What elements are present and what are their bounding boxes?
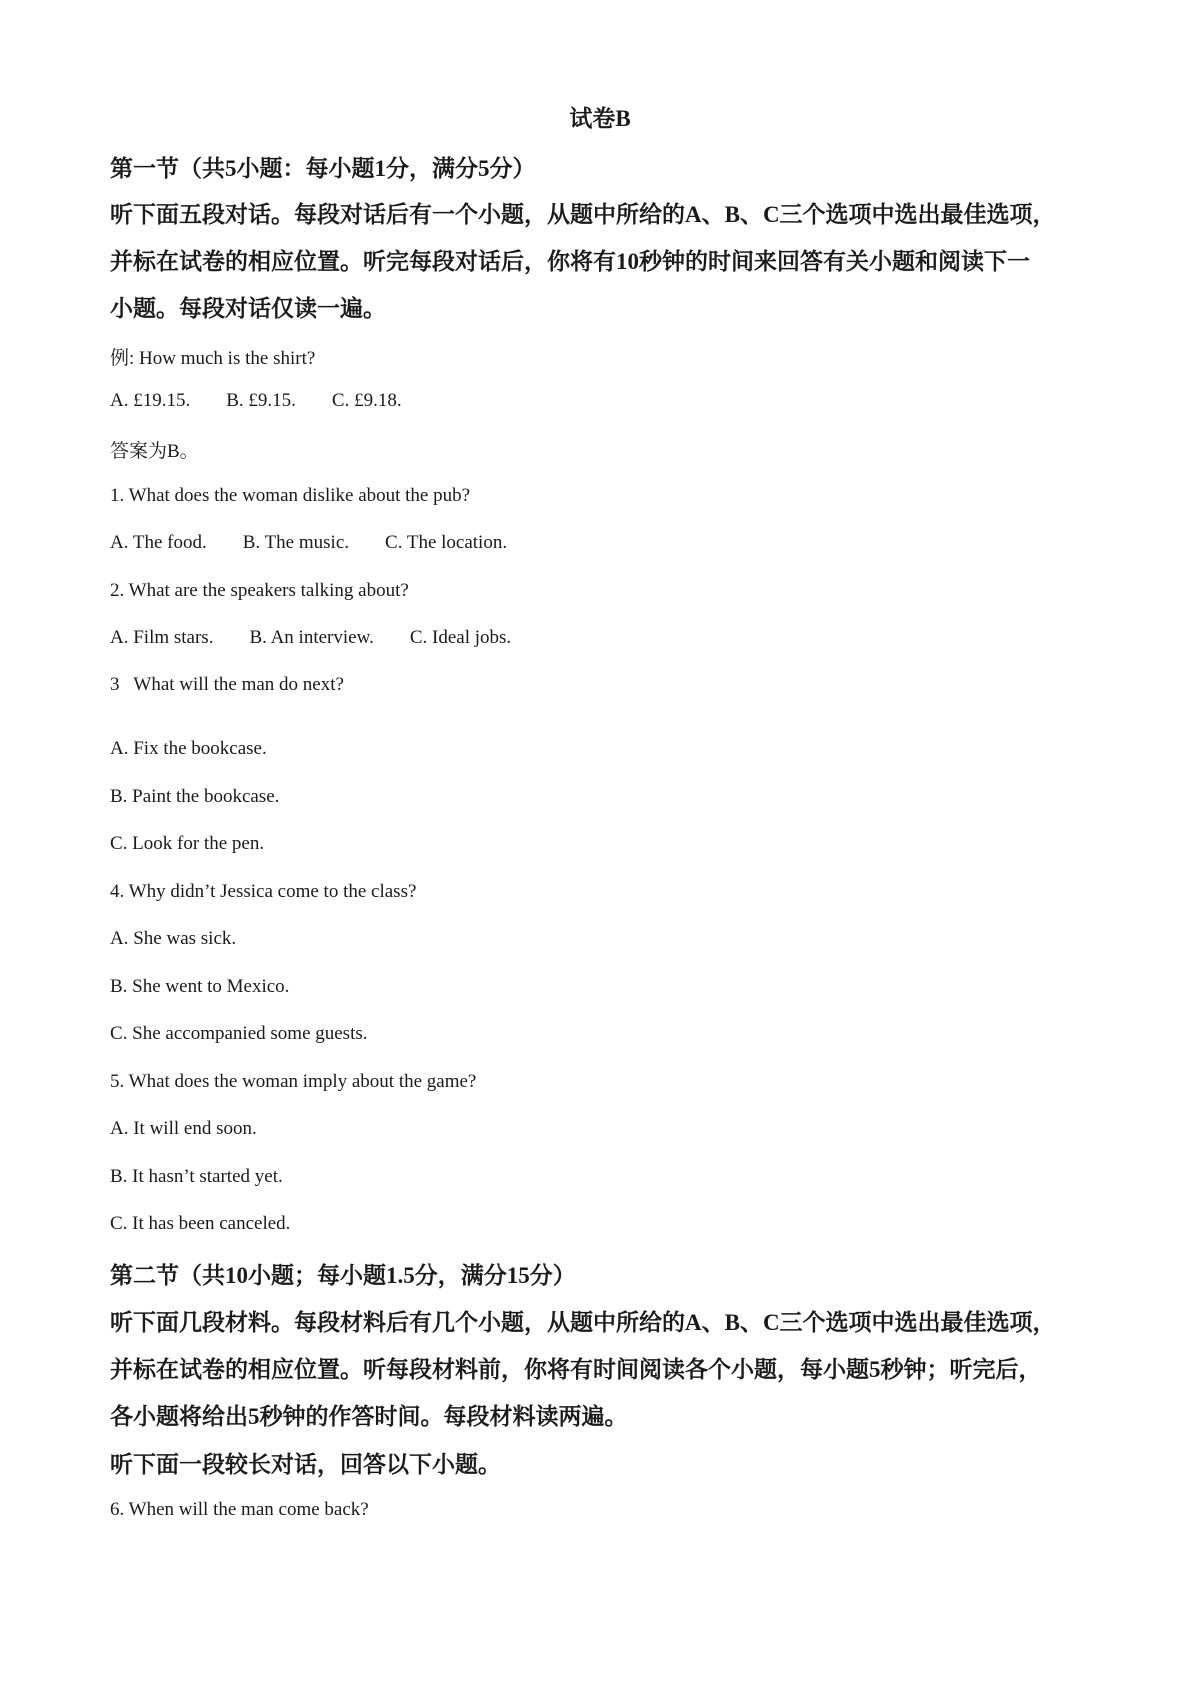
section1-instruction-line: 并标在试卷的相应位置。听完每段对话后，你将有10秒钟的时间来回答有关小题和阅读下一	[110, 249, 1030, 274]
option: C. £9.18.	[331, 390, 402, 411]
section2-sub-instruction: 听下面一段较长对话，回答以下小题。	[110, 1452, 501, 1477]
example-question: 例: How much is the shirt?	[110, 348, 316, 369]
question-4-option-c: C. She accompanied some guests.	[110, 1023, 368, 1044]
section1-instruction-line: 小题。每段对话仅读一遍。	[110, 296, 386, 321]
question-5-option-c: C. It has been canceled.	[110, 1213, 291, 1234]
question-2-options	[110, 627, 547, 649]
section2-instruction-line: 各小题将给出5秒钟的作答时间。每段材料读两遍。	[110, 1404, 628, 1429]
option: B. £9.15.	[226, 390, 296, 411]
question-4-option-a: A. She was sick.	[110, 928, 237, 949]
section2-instruction-line: 并标在试卷的相应位置。听每段材料前，你将有时间阅读各个小题，每小题5秒钟；听完后，	[110, 1357, 1042, 1382]
option: A. £19.15.	[110, 390, 191, 411]
option: A. The food.	[110, 532, 207, 553]
section1-instruction-line: 听下面五段对话。每段对话后有一个小题，从题中所给的A、B、C三个选项中选出最佳选项，	[110, 202, 1056, 227]
option: A. Film stars.	[110, 627, 214, 648]
option: B. The music.	[242, 532, 350, 553]
question-6: 6. When will the man come back?	[110, 1499, 369, 1520]
question-1-options	[110, 532, 543, 554]
question-1: 1. What does the woman dislike about the pub?	[110, 485, 471, 506]
option: C. The location.	[385, 532, 508, 553]
paper-title: 试卷B	[569, 106, 631, 131]
question-3-option-c: C. Look for the pen.	[110, 833, 265, 854]
question-4: 4. Why didn’t Jessica come to the class?	[110, 881, 417, 902]
question-5-option-b: B. It hasn’t started yet.	[110, 1166, 283, 1187]
option: B. An interview.	[249, 627, 374, 648]
question-2: 2. What are the speakers talking about?	[110, 580, 409, 601]
section2-instruction-line: 听下面几段材料。每段材料后有几个小题，从题中所给的A、B、C三个选项中选出最佳选项，	[110, 1310, 1056, 1335]
question-5-option-a: A. It will end soon.	[110, 1118, 257, 1139]
section1-heading: 第一节（共5小题：每小题1分，满分5分）	[110, 156, 536, 181]
question-3: 3 What will the man do next?	[110, 674, 344, 695]
section2-heading: 第二节（共10小题；每小题1.5分，满分15分）	[110, 1263, 576, 1288]
option: C. Ideal jobs.	[409, 627, 512, 648]
example-answer: 答案为B。	[110, 441, 199, 462]
question-3-option-b: B. Paint the bookcase.	[110, 786, 280, 807]
question-4-option-b: B. She went to Mexico.	[110, 976, 290, 997]
question-5: 5. What does the woman imply about the game?	[110, 1071, 477, 1092]
question-3-option-a: A. Fix the bookcase.	[110, 738, 267, 759]
example-options	[110, 390, 438, 412]
